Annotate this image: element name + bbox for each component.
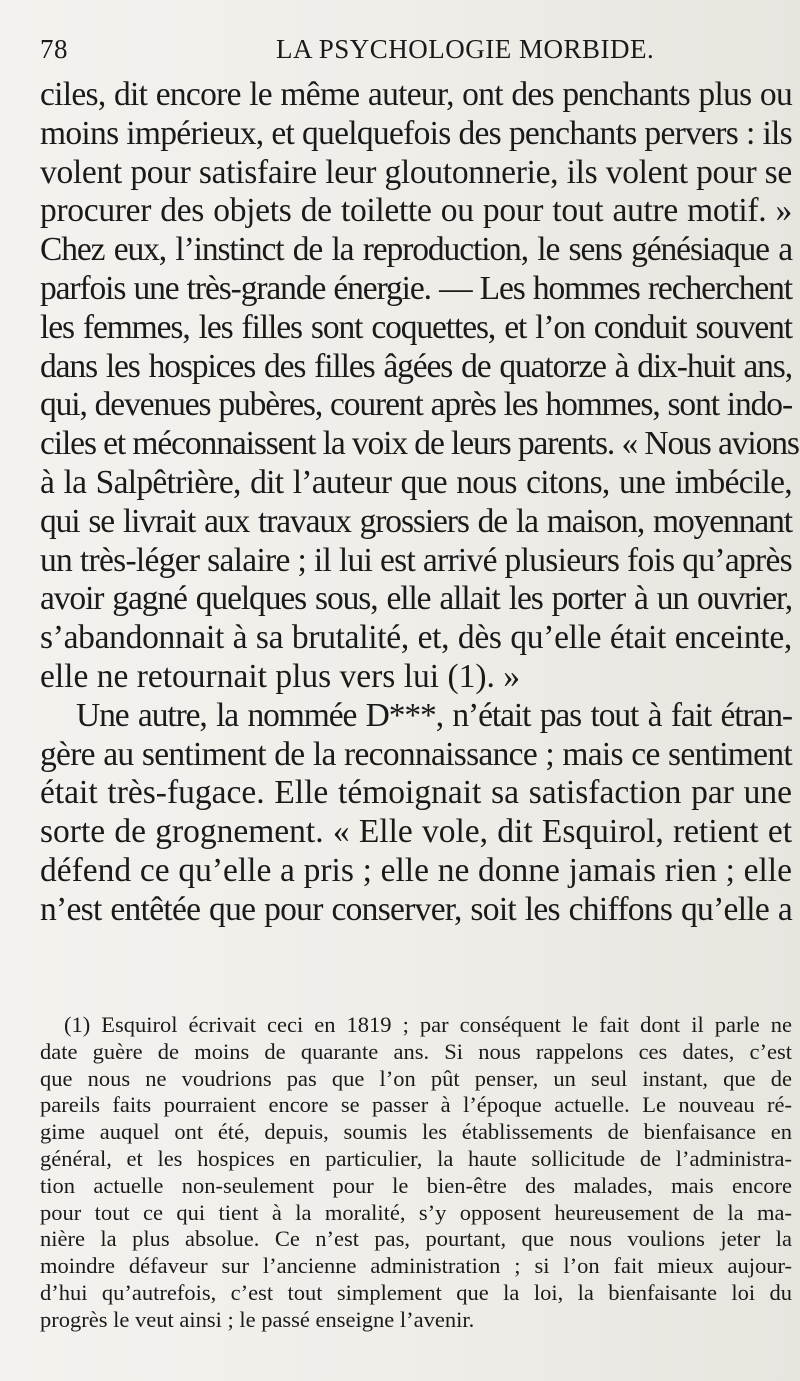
running-title: LA PSYCHOLOGIE MORBIDE.	[276, 34, 655, 64]
page-number: 78	[40, 34, 68, 64]
footnote-line: moindre défaveur sur l’ancienne administration ; si l’on fait mieux aujour-	[40, 1253, 792, 1279]
text-line: gère au sentiment de la reconnaissance ; mais ce sentiment	[40, 735, 792, 773]
text-line: qui, devenues pubères, courent après les hommes, sont indo-	[40, 386, 792, 424]
text-line: un très-léger salaire ; il lui est arrivé plusieurs fois qu’après	[40, 541, 792, 579]
footnote-line: date guère de moins de quarante ans. Si nous rappelons ces dates, c’est	[40, 1038, 792, 1064]
text-line: parfois une très-grande énergie. — Les hommes recherchent	[40, 269, 792, 307]
main-text	[40, 76, 799, 930]
footnote-line: général, et les hospices en particulier, la haute sollicitude de l’administra-	[40, 1145, 792, 1171]
text-line: les femmes, les filles sont coquettes, et l’on conduit souvent	[40, 308, 792, 346]
text-line: à la Salpêtrière, dit l’auteur que nous citons, une imbécile,	[40, 463, 792, 501]
text-line: volent pour satisfaire leur gloutonnerie, ils volent pour se	[40, 153, 792, 191]
footnote-line: que nous ne voudrions pas que l’on pût penser, un seul instant, que de	[40, 1065, 792, 1091]
text-line: procurer des objets de toilette ou pour tout autre motif. »	[40, 192, 792, 230]
footnote-line: pour tout ce qui tient à la moralité, s’y opposent heureusement de la ma-	[40, 1199, 792, 1225]
footnote	[40, 1012, 792, 1334]
footnote-line: progrès le veut ainsi ; le passé enseigne l’avenir.	[40, 1306, 475, 1332]
text-line: moins impérieux, et quelquefois des penchants pervers : ils	[40, 114, 792, 152]
footnote-line: (1) Esquirol écrivait ceci en 1819 ; par conséquent le fait dont il parle ne	[64, 1012, 792, 1037]
text-line: n’est entêtée que pour conserver, soit les chiffons qu’elle a	[40, 890, 792, 928]
text-line: sorte de grognement. « Elle vole, dit Esquirol, retient et	[40, 813, 792, 851]
page-header	[40, 30, 780, 70]
footnote-line: pareils faits pourraient encore se passer à l’époque actuelle. Le nouveau ré-	[40, 1092, 792, 1118]
text-line: ciles, dit encore le même auteur, ont des penchants plus ou	[40, 76, 792, 113]
text-line: dans les hospices des filles âgées de quatorze à dix-huit ans,	[40, 347, 792, 385]
text-line: s’abandonnait à sa brutalité, et, dès qu’elle était enceinte,	[40, 619, 792, 657]
footnote-line: nière la plus absolue. Ce n’est pas, pourtant, que nous voulions jeter la	[40, 1226, 792, 1252]
text-line: Chez eux, l’instinct de la reproduction, le sens génésiaque a	[40, 231, 792, 269]
footnote-line: tion actuelle non-seulement pour le bien-être des malades, mais encore	[40, 1172, 792, 1198]
text-line: qui se livrait aux travaux grossiers de la maison, moyennant	[40, 502, 792, 540]
text-line: Une autre, la nommée D***, n’était pas tout à fait étran-	[76, 696, 792, 734]
text-line: avoir gagné quelques sous, elle allait les porter à un ouvrier,	[40, 580, 792, 618]
text-line: elle ne retournait plus vers lui (1). »	[40, 657, 521, 695]
text-line: était très-fugace. Elle témoignait sa satisfaction par une	[40, 774, 792, 812]
footnote-line: gime auquel ont été, depuis, soumis les établissements de bienfaisance en	[40, 1119, 792, 1145]
text-line: défend ce qu’elle a pris ; elle ne donne jamais rien ; elle	[40, 851, 792, 889]
footnote-line: d’hui qu’autrefois, c’est tout simplement que la loi, la bienfaisante loi du	[40, 1279, 792, 1305]
text-line: ciles et méconnaissent la voix de leurs parents. « Nous avions	[40, 425, 799, 463]
